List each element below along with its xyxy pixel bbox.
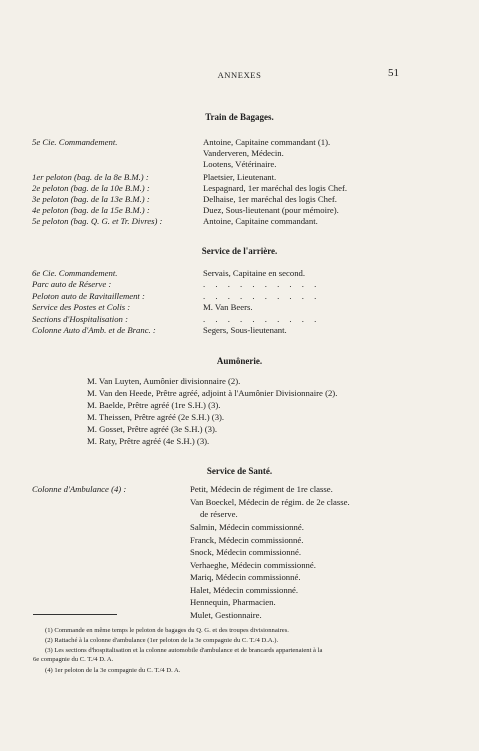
sante-row-5: Snock, Médecin commissionné. <box>190 547 301 557</box>
train-right-1: Vanderveren, Médecin. <box>203 148 284 158</box>
arriere-right-2: . . . . . . . . . . <box>203 291 321 301</box>
aumonerie-row-3: M. Theissen, Prêtre agréé (2e S.H.) (3). <box>87 412 225 422</box>
sante-row-1: Van Boeckel, Médecin de régim. de 2e classe. <box>190 497 350 507</box>
train-right-7: Antoine, Capitaine commandant. <box>203 216 318 226</box>
train-left-0: 5e Cie. Commandement. <box>32 137 118 147</box>
arriere-left-4: Sections d'Hospitalisation : <box>32 314 128 324</box>
arriere-right-0: Servais, Capitaine en second. <box>203 268 306 278</box>
aumonerie-row-1: M. Van den Heede, Prêtre agréé, adjoint à l'Aumônier Divisionnaire (2). <box>87 388 338 398</box>
section-title-sante: Service de Santé. <box>206 466 273 476</box>
train-right-5: Delhaise, 1er maréchal des logis Chef. <box>203 194 337 204</box>
sante-row-8: Halet, Médecin commissionné. <box>190 585 299 595</box>
train-left-4: 2e peloton (bag. de la 10e B.M.) : <box>32 183 150 193</box>
footnote-2: (2) Rattaché à la colonne d'ambulance (1er peloton de la 3e compagnie du C. T./4 D.A.). <box>45 637 279 644</box>
train-left-6: 4e peloton (bag. de la 15e B.M.) : <box>32 205 150 215</box>
aumonerie-row-5: M. Raty, Prêtre agréé (4e S.H.) (3). <box>87 436 210 446</box>
sante-left: Colonne d'Ambulance (4) : <box>32 484 127 494</box>
sante-row-6: Verhaeghe, Médecin commissionné. <box>190 560 316 570</box>
train-right-0: Antoine, Capitaine commandant (1). <box>203 137 331 147</box>
arriere-left-1: Parc auto de Réserve : <box>32 279 112 289</box>
train-right-4: Lespagnard, 1er maréchal des logis Chef. <box>203 183 348 193</box>
aumonerie-row-2: M. Baelde, Prêtre agréé (1re S.H.) (3). <box>87 400 221 410</box>
sante-row-4: Franck, Médecin commissionné. <box>190 535 304 545</box>
section-title-train: Train de Bagages. <box>205 112 274 122</box>
running-header: ANNEXES <box>217 70 262 80</box>
footnote-1: (1) Commande en même temps le peloton de bagages du Q. G. et des troupes divisionnaires. <box>45 627 289 634</box>
aumonerie-row-4: M. Gosset, Prêtre agréé (3e S.H.) (3). <box>87 424 218 434</box>
arriere-left-2: Peloton auto de Ravitaillement : <box>32 291 145 301</box>
sante-row-9: Hennequin, Pharmacien. <box>190 597 276 607</box>
sante-row-2: de réserve. <box>200 509 238 519</box>
train-left-3: 1er peloton (bag. de la 8e B.M.) : <box>32 172 149 182</box>
aumonerie-row-0: M. Van Luyten, Aumônier divisionnaire (2). <box>87 376 241 386</box>
sante-row-3: Salmin, Médecin commissionné. <box>190 522 304 532</box>
sante-row-0: Petit, Médecin de régiment de 1re classe. <box>190 484 333 494</box>
train-left-7: 5e peloton (bag. Q. G. et Tr. Divres) : <box>32 216 163 226</box>
train-right-2: Lootens, Vétérinaire. <box>203 159 277 169</box>
sante-row-10: Mulet, Gestionnaire. <box>190 610 262 620</box>
train-right-6: Duez, Sous-lieutenant (pour mémoire). <box>203 205 339 215</box>
sante-row-7: Mariq, Médecin commissionné. <box>190 572 301 582</box>
arriere-left-0: 6e Cie. Commandement. <box>32 268 118 278</box>
page-number: 51 <box>388 67 399 79</box>
footnote-3: (3) Les sections d'hospitalisation et la colonne automobile d'ambulance et de brancards appartenaient à la <box>45 647 323 654</box>
arriere-left-5: Colonne Auto d'Amb. et de Branc. : <box>32 325 156 335</box>
train-right-3: Plaetsier, Lieutenant. <box>203 172 277 182</box>
section-title-arriere: Service de l'arrière. <box>201 246 278 256</box>
footnote-4: (4) 1er peloton de la 3e compagnie du C. T./4 D. A. <box>45 667 181 674</box>
arriere-right-1: . . . . . . . . . . <box>203 279 321 289</box>
arriere-left-3: Service des Postes et Colis : <box>32 302 131 312</box>
footnote-divider <box>33 614 117 615</box>
arriere-right-4: . . . . . . . . . . <box>203 314 321 324</box>
footnote-3-cont: 6e compagnie du C. T./4 D. A. <box>33 656 114 663</box>
arriere-right-3: M. Van Beers. <box>203 302 253 312</box>
arriere-right-5: Segers, Sous-lieutenant. <box>203 325 287 335</box>
section-title-aumonerie: Aumônerie. <box>216 356 263 366</box>
train-left-5: 3e peloton (bag. de la 13e B.M.) : <box>32 194 150 204</box>
